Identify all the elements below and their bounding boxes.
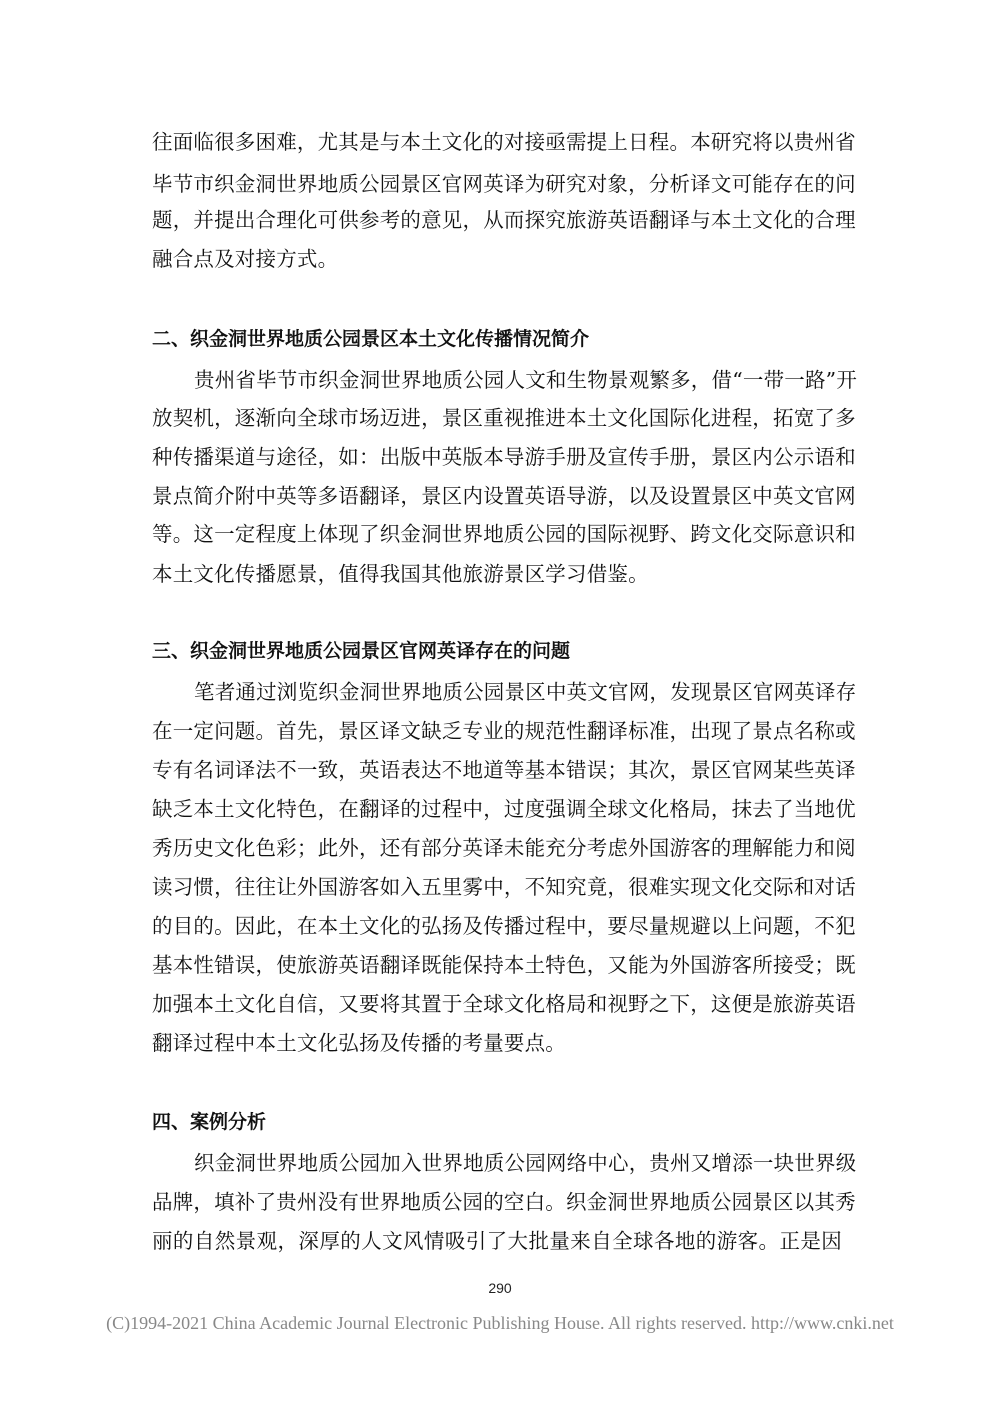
section-heading: 二、织金洞世界地质公园景区本土文化传播情况简介: [152, 328, 590, 350]
section-heading: 三、织金洞世界地质公园景区官网英译存在的问题: [152, 640, 571, 662]
paragraph-line: 缺乏本土文化特色，在翻译的过程中，过度强调全球文化格局，抹去了当地优: [152, 797, 856, 821]
paragraph-line: 题，并提出合理化可供参考的意见，从而探究旅游英语翻译与本土文化的合理: [152, 208, 856, 232]
paragraph-line: 景点简介附中英等多语翻译，景区内设置英语导游，以及设置景区中英文官网: [152, 484, 856, 508]
paragraph-line: 贵州省毕节市织金洞世界地质公园人文和生物景观繁多，借“一带一路”开: [194, 368, 858, 392]
paragraph-line: 种传播渠道与途径，如：出版中英版本导游手册及宣传手册，景区内公示语和: [152, 445, 856, 469]
paragraph-line: 翻译过程中本土文化弘扬及传播的考量要点。: [152, 1031, 566, 1055]
paragraph-line: 毕节市织金洞世界地质公园景区官网英译为研究对象，分析译文可能存在的问: [152, 172, 856, 196]
paragraph-line: 在一定问题。首先，景区译文缺乏专业的规范性翻译标准，出现了景点名称或: [152, 719, 856, 743]
paragraph-line: 融合点及对接方式。: [152, 247, 339, 271]
section-heading: 四、案例分析: [152, 1111, 267, 1133]
paragraph-line: 的目的。因此，在本土文化的弘扬及传播过程中，要尽量规避以上问题，不犯: [152, 914, 856, 938]
paragraph-line: 专有名词译法不一致，英语表达不地道等基本错误；其次，景区官网某些英译: [152, 758, 856, 782]
paragraph-line: 丽的自然景观，深厚的人文风情吸引了大批量来自全球各地的游客。正是因: [152, 1229, 842, 1253]
paragraph-line: 织金洞世界地质公园加入世界地质公园网络中心，贵州又增添一块世界级: [194, 1151, 857, 1175]
paragraph-line: 读习惯，往往让外国游客如入五里雾中，不知究竟，很难实现文化交际和对话: [152, 875, 856, 899]
paragraph-line: 加强本土文化自信，又要将其置于全球文化格局和视野之下，这便是旅游英语: [152, 992, 856, 1016]
paragraph-line: 秀历史文化色彩；此外，还有部分英译未能充分考虑外国游客的理解能力和阅: [152, 836, 856, 860]
paragraph-line: 往面临很多困难，尤其是与本土文化的对接亟需提上日程。本研究将以贵州省: [152, 130, 856, 154]
paragraph-line: 品牌，填补了贵州没有世界地质公园的空白。织金洞世界地质公园景区以其秀: [152, 1190, 856, 1214]
paragraph-line: 等。这一定程度上体现了织金洞世界地质公园的国际视野、跨文化交际意识和: [152, 522, 856, 546]
paragraph-line: 笔者通过浏览织金洞世界地质公园景区中英文官网，发现景区官网英译存: [194, 680, 857, 704]
page-number: 290: [488, 1280, 512, 1296]
paragraph-line: 基本性错误，使旅游英语翻译既能保持本土特色，又能为外国游客所接受；既: [152, 953, 856, 977]
copyright-footer: (C)1994-2021 China Academic Journal Electronic Publishing House. All rights reserved. http://www.cnki.net: [106, 1313, 894, 1333]
paragraph-line: 本土文化传播愿景，值得我国其他旅游景区学习借鉴。: [152, 562, 649, 586]
paragraph-line: 放契机，逐渐向全球市场迈进，景区重视推进本土文化国际化进程，拓宽了多: [152, 406, 856, 430]
